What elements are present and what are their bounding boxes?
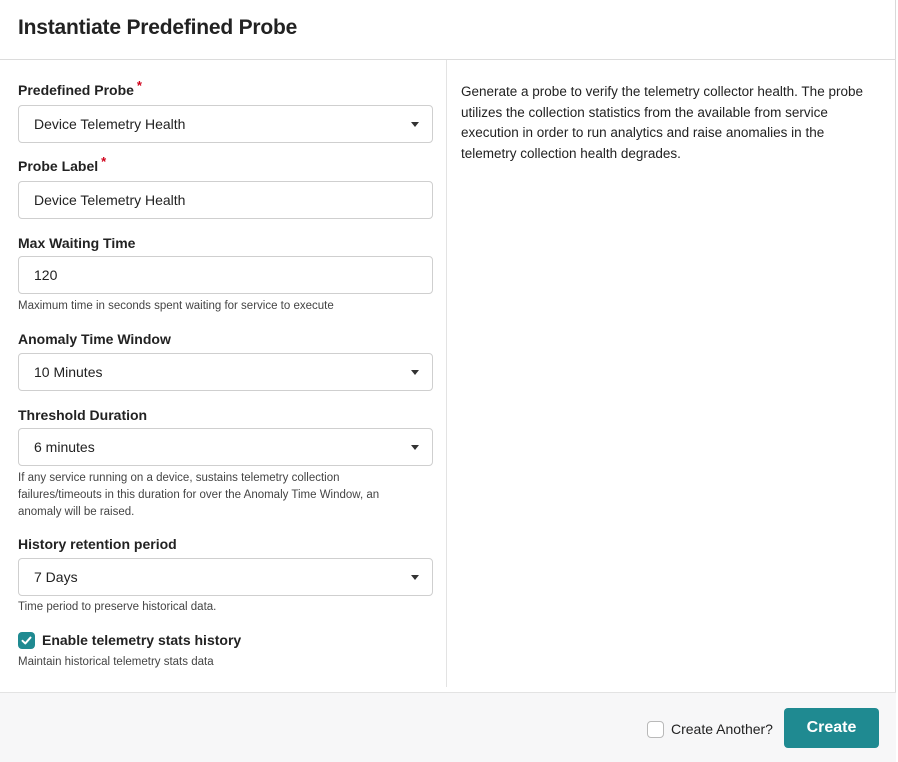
enable-stats-history-checkbox[interactable] [18, 632, 35, 649]
create-another-label[interactable]: Create Another? [671, 721, 773, 737]
dialog-title: Instantiate Predefined Probe [18, 16, 298, 39]
history-retention-label: History retention period [18, 536, 177, 552]
chevron-down-icon [411, 445, 419, 450]
dialog-header [0, 0, 896, 60]
predefined-probe-label: Predefined Probe * [18, 78, 142, 98]
required-marker: * [101, 154, 107, 169]
form-panel [0, 60, 447, 687]
threshold-duration-help: If any service running on a device, sustains telemetry collection failures/timeouts in this duration for over the Anomaly Time Window, an anomaly will be raised. [18, 472, 380, 518]
probe-label-label: Probe Label * [18, 154, 107, 174]
history-retention-select[interactable] [18, 558, 433, 596]
probe-label-input[interactable] [18, 181, 433, 219]
chevron-down-icon [411, 575, 419, 580]
create-another-checkbox[interactable] [647, 721, 664, 738]
description-panel [448, 60, 896, 687]
history-retention-help: Time period to preserve historical data. [18, 601, 217, 613]
predefined-probe-value: Device Telemetry Health [34, 116, 186, 132]
check-icon [21, 635, 32, 646]
max-waiting-time-label: Max Waiting Time [18, 235, 136, 251]
history-retention-value: 7 Days [34, 569, 78, 585]
chevron-down-icon [411, 370, 419, 375]
chevron-down-icon [411, 122, 419, 127]
predefined-probe-select[interactable] [18, 105, 433, 143]
dialog-footer [0, 692, 896, 762]
threshold-duration-label: Threshold Duration [18, 407, 148, 423]
probe-description: Generate a probe to verify the telemetry collector health. The probe utilizes the collection statistics from the available from service execution in order to run analytics and raise anomalies in the telemetry collection health degrades. [461, 84, 863, 161]
required-marker: * [136, 78, 142, 93]
max-waiting-time-help: Maximum time in seconds spent waiting for service to execute [18, 300, 334, 312]
enable-stats-history-label[interactable]: Enable telemetry stats history [42, 632, 242, 648]
threshold-duration-value: 6 minutes [34, 439, 95, 455]
max-waiting-time-value: 120 [34, 267, 58, 283]
anomaly-time-window-value: 10 Minutes [34, 364, 103, 380]
threshold-duration-select[interactable] [18, 428, 433, 466]
probe-label-value: Device Telemetry Health [34, 192, 186, 208]
anomaly-time-window-select[interactable] [18, 353, 433, 391]
create-button[interactable]: Create [784, 708, 879, 748]
enable-stats-history-help: Maintain historical telemetry stats data [18, 656, 214, 668]
anomaly-time-window-label: Anomaly Time Window [18, 331, 171, 347]
max-waiting-time-input[interactable] [18, 256, 433, 294]
